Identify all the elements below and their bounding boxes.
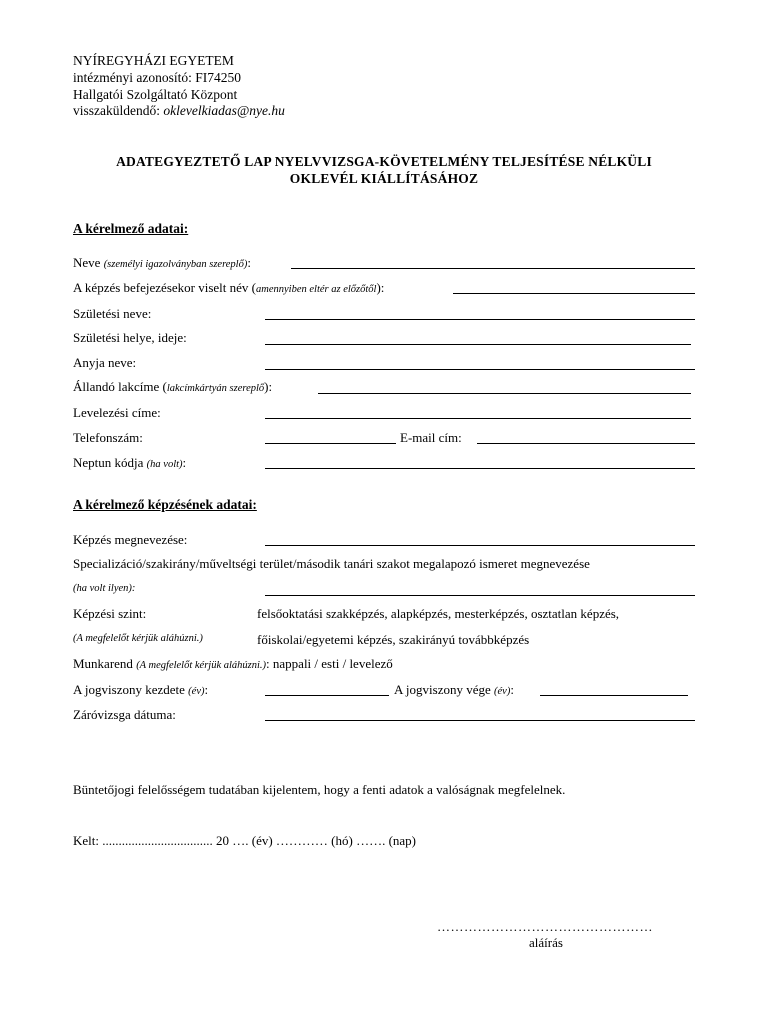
- neptun-label-text: Neptun kódja: [73, 455, 147, 470]
- birth-place-date-label: Születési helye, ideje:: [73, 330, 187, 345]
- name-colon: :: [247, 255, 251, 270]
- training-name-label: [73, 281, 384, 296]
- neptun-note: (ha volt): [146, 459, 183, 470]
- end-label-text: A jogviszony vége: [394, 682, 495, 697]
- institution-name: NYÍREGYHÁZI EGYETEM: [73, 53, 234, 68]
- exam-date-label: Záróvizsga dátuma:: [73, 707, 176, 722]
- neptun-field[interactable]: [265, 468, 695, 469]
- email-field[interactable]: [477, 443, 695, 444]
- name-field[interactable]: [291, 268, 695, 269]
- schedule-note: (A megfelelőt kérjük aláhúzni.): [136, 660, 267, 671]
- training-title-field[interactable]: [265, 545, 695, 546]
- end-field[interactable]: [540, 695, 688, 696]
- level-label: Képzési szint:: [73, 606, 147, 621]
- birth-name-field[interactable]: [265, 319, 695, 320]
- start-field[interactable]: [265, 695, 389, 696]
- address-field[interactable]: [318, 393, 691, 394]
- phone-field[interactable]: [265, 443, 396, 444]
- end-note: (év): [494, 686, 511, 697]
- start-label: [73, 683, 208, 698]
- end-label: [394, 683, 514, 698]
- schedule-row: [73, 657, 393, 672]
- birth-name-label: Születési neve:: [73, 306, 152, 321]
- schedule-options[interactable]: : nappali / esti / levelező: [266, 656, 393, 671]
- training-name-end: ):: [376, 280, 385, 295]
- address-end: ):: [264, 379, 273, 394]
- declaration-text: Büntetőjogi felelősségem tudatában kijelentem, hogy a fenti adatok a valóságnak megfelelnek.: [73, 782, 566, 797]
- level-note: (A megfelelőt kérjük aláhúzni.): [73, 633, 203, 644]
- signature-label: aláírás: [529, 935, 563, 950]
- neptun-label: [73, 456, 186, 471]
- institution-id: intézményi azonosító: FI74250: [73, 70, 241, 85]
- level-options-2[interactable]: főiskolai/egyetemi képzés, szakirányú továbbképzés: [257, 632, 530, 647]
- specialization-label: Specializáció/szakirány/műveltségi terület/második tanári szakot megalapozó ismeret megnevezése: [73, 556, 590, 571]
- mailing-address-field[interactable]: [265, 418, 691, 419]
- name-label-text: Neve: [73, 255, 104, 270]
- training-title-label: Képzés megnevezése:: [73, 532, 188, 547]
- date-line[interactable]: Kelt: .................................. 20 …. (év) ………… (hó) ……. (nap): [73, 833, 417, 848]
- name-label: [73, 256, 251, 271]
- address-note: lakcímkártyán szereplő: [166, 383, 265, 394]
- specialization-field[interactable]: [265, 595, 695, 596]
- mailing-address-label: Levelezési címe:: [73, 405, 161, 420]
- schedule-label: Munkarend: [73, 656, 137, 671]
- address-label-text: Állandó lakcíme (: [73, 379, 167, 394]
- end-colon: :: [510, 682, 514, 697]
- return-label: visszaküldendő:: [73, 103, 164, 118]
- start-note: (év): [188, 686, 205, 697]
- exam-date-field[interactable]: [265, 720, 695, 721]
- training-name-note: amennyiben eltér az előzőtől: [256, 284, 377, 295]
- training-name-field[interactable]: [453, 293, 695, 294]
- start-label-text: A jogviszony kezdete: [73, 682, 189, 697]
- training-section-title: A kérelmező képzésének adatai:: [73, 497, 257, 512]
- document-title-line-2: OKLEVÉL KIÁLLÍTÁSÁHOZ: [289, 171, 479, 186]
- return-address: [73, 104, 285, 118]
- start-colon: :: [204, 682, 209, 697]
- email-label: E-mail cím:: [400, 430, 462, 445]
- signature-line[interactable]: …………………………………………: [437, 919, 653, 934]
- applicant-section-title: A kérelmező adatai:: [73, 221, 189, 236]
- phone-label: Telefonszám:: [73, 430, 143, 445]
- level-options-1[interactable]: felsőoktatási szakképzés, alapképzés, mesterképzés, osztatlan képzés,: [257, 606, 620, 621]
- mother-name-field[interactable]: [265, 369, 695, 370]
- name-note: (személyi igazolványban szereplő): [103, 259, 248, 270]
- document-title-line-1: ADATEGYEZTETŐ LAP NYELVVIZSGA-KÖVETELMÉNY TELJESÍTÉSE NÉLKÜLI: [116, 154, 652, 169]
- mother-name-label: Anyja neve:: [73, 355, 137, 370]
- neptun-colon: :: [182, 455, 187, 470]
- birth-place-date-field[interactable]: [265, 344, 691, 345]
- address-label: [73, 380, 272, 395]
- return-email: oklevelkiadas@nye.hu: [163, 103, 285, 118]
- specialization-note: (ha volt ilyen):: [73, 583, 136, 594]
- training-name-label-text: A képzés befejezésekor viselt név (: [73, 280, 257, 295]
- office-name: Hallgatói Szolgáltató Központ: [73, 87, 238, 102]
